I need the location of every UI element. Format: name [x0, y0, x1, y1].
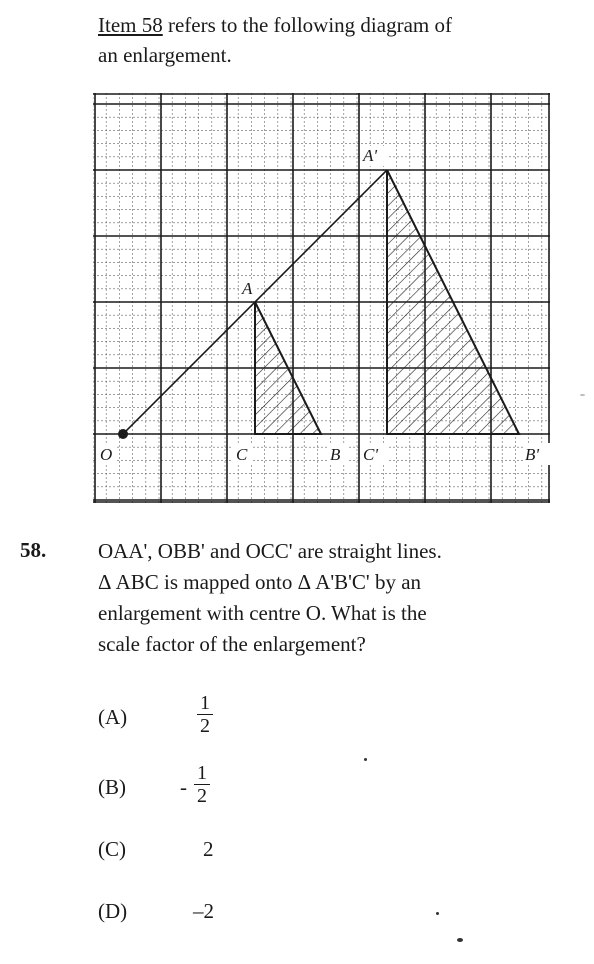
enlargement-diagram [93, 93, 553, 505]
question-line1: OAA', OBB' and OCC' are straight lines. [98, 539, 442, 563]
option-b-fraction [194, 762, 210, 807]
label-a-prime: A' [363, 146, 378, 165]
intro-text [98, 10, 568, 70]
option-d-letter: (D) [98, 899, 128, 923]
label-b-prime: B' [525, 445, 540, 464]
option-b-denominator: 2 [197, 785, 207, 807]
label-b: B [330, 445, 341, 464]
scan-speck [364, 758, 367, 761]
point-o [118, 429, 128, 439]
option-b-letter: (B) [98, 775, 126, 799]
label-c: C [236, 445, 248, 464]
intro-line1: refers to the following diagram of [162, 13, 452, 37]
option-d-value: –2 [193, 899, 214, 923]
intro-line2: an enlargement. [98, 43, 232, 67]
option-c-letter: (C) [98, 837, 126, 861]
label-c-prime: C' [363, 445, 378, 464]
question-line2: Δ ABC is mapped onto Δ A'B'C' by an [98, 570, 422, 594]
option-a-letter: (A) [98, 705, 128, 729]
scan-speck [580, 394, 585, 396]
label-o: O [100, 445, 113, 464]
option-a-denominator: 2 [200, 715, 210, 737]
question-text [98, 536, 550, 660]
option-c-value: 2 [203, 837, 214, 861]
option-a-numerator: 1 [197, 692, 213, 715]
option-b-numerator: 1 [194, 762, 210, 785]
question-line4: scale factor of the enlargement? [98, 632, 366, 656]
item-reference: Item 58 [98, 13, 163, 37]
major-grid [93, 93, 550, 503]
option-a-fraction [197, 692, 213, 737]
question-number: 58. [20, 538, 47, 562]
question-line3: enlargement with centre O. What is the [98, 601, 427, 625]
scan-speck [436, 912, 439, 915]
option-b-sign: - [180, 775, 187, 799]
scan-speck [457, 938, 463, 942]
label-a: A [242, 279, 253, 298]
